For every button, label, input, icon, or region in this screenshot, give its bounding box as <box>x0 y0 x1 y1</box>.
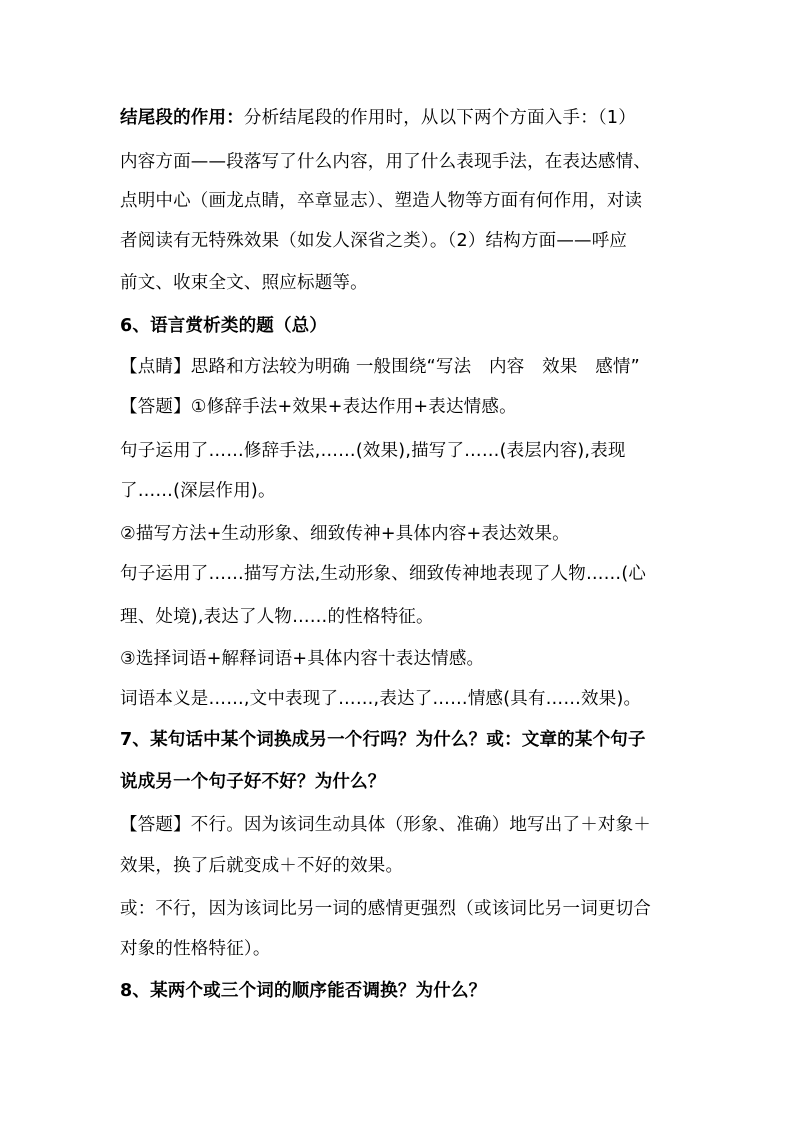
tip-line: 【点睛】思路和方法较为明确 一般围绕“写法 内容 效果 感情” <box>120 357 640 377</box>
paragraph-ending-line-3: 点明中心（画龙点睛，卒章显志）、塑造人物等方面有何作用，对读 <box>120 191 643 211</box>
heading-8: 8、某两个或三个词的顺序能否调换？为什么？ <box>120 981 487 1001</box>
sentence-template-2-line-1: 句子运用了……描写方法,生动形象、细致传神地表现了人物……(心 <box>120 564 647 584</box>
alternative-answer-line-1: 或：不行，因为该词比另一词的感情更强烈（或该词比另一词更切合 <box>120 899 651 919</box>
heading-6: 6、语言赏析类的题（总） <box>120 316 328 336</box>
answer-word-swap-line-1: 【答题】不行。因为该词生动具体（形象、准确）地写出了＋对象＋ <box>120 815 651 835</box>
method-word-choice: ③选择词语+解释词语+具体内容十表达情感。 <box>120 649 485 669</box>
heading-7-line-2: 说成另一个句子好不好？为什么？ <box>120 772 386 792</box>
method-description: ②描写方法+生动形象、细致传神+具体内容+表达效果。 <box>120 524 570 544</box>
sentence-template-1-line-2: 了……(深层作用)。 <box>120 481 276 501</box>
paragraph-ending-line-2: 内容方面——段落写了什么内容，用了什么表现手法，在表达感情、 <box>120 152 651 172</box>
paragraph-ending-line-4: 者阅读有无特殊效果（如发人深省之类）。（2）结构方面——呼应 <box>120 231 628 251</box>
sentence-template-2-line-2: 理、处境),表达了人物……的性格特征。 <box>120 607 434 627</box>
answer-rhetoric: 【答题】①修辞手法+效果+表达作用+表达情感。 <box>120 397 517 417</box>
ending-paragraph-text: 分析结尾段的作用时，从以下两个方面入手：（1） <box>243 108 636 128</box>
paragraph-ending-line-5: 前文、收束全文、照应标题等。 <box>120 273 368 293</box>
heading-7-line-1: 7、某句话中某个词换成另一个行吗？为什么？或：文章的某个句子 <box>120 730 646 750</box>
alternative-answer-line-2: 对象的性格特征）。 <box>120 939 271 959</box>
sentence-template-3: 词语本义是……,文中表现了……,表达了……情感(具有……效果)。 <box>120 689 642 709</box>
answer-word-swap-line-2: 效果，换了后就变成＋不好的效果。 <box>120 856 404 876</box>
sentence-template-1-line-1: 句子运用了……修辞手法,……(效果),描写了……(表层内容),表现 <box>120 441 626 461</box>
ending-paragraph-label: 结尾段的作用： <box>120 108 244 128</box>
paragraph-ending-line-1 <box>120 107 690 129</box>
